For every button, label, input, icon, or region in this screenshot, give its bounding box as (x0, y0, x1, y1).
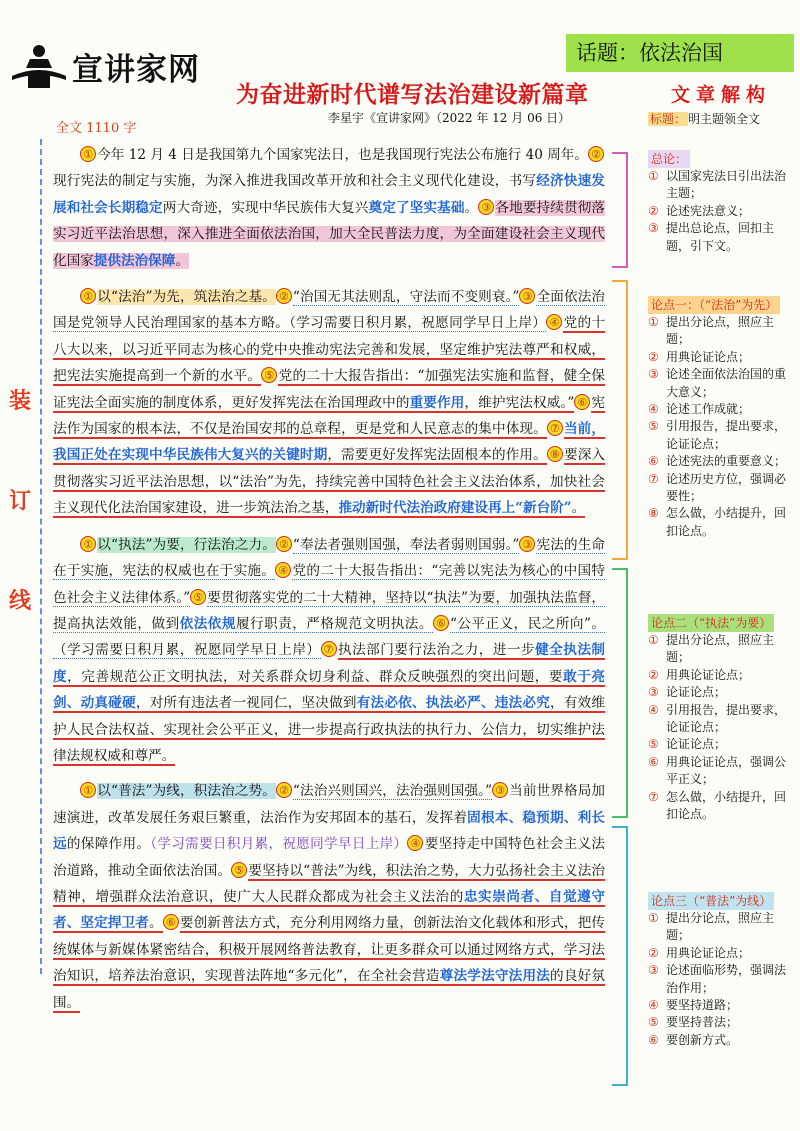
sidebar-item-number: ③ (648, 685, 659, 700)
sidebar-item-number: ⑦ (648, 789, 659, 804)
text-segment: 要深入贯彻落实习近平法治思想，以“法治”为先，持续完善中国特色社会主义法治体系，加快社会主义现代化法治国家建设，进一步筑法治之基， (53, 447, 606, 517)
text-segment: 要创新普法方式，充分利用网络力量，创新法治文化载体和形式，把传统媒体与新媒体紧密结合，积极开展网络普法教育，让更多群众可以通过网络方式，学习法治知识，培养法治意识，实现普法阵地“多元化”，在全社会营造 (53, 915, 606, 985)
text-segment: 有法必依、执法必严、违法必究 (356, 695, 551, 712)
text-segment: 尊法学法守法用法 (439, 968, 551, 985)
sidebar-item-number: ⑥ (648, 454, 659, 469)
text-segment: 党的二十大报告指出：“加强宪法实施和监督，健全保证宪法全面实施的制度体系，更好发挥宪法在治国理政中的 (53, 368, 605, 411)
sentence-number: ② (276, 536, 292, 552)
text-segment: 现行宪法的制定与实施，为深入推进我国改革开放和社会主义现代化建设，书写 (53, 173, 537, 190)
sentence-number: ① (80, 536, 96, 552)
sidebar-item-text: 用典论证论点； (666, 667, 751, 682)
text-segment: 提供法治保障 (93, 252, 176, 269)
sidebar-item (648, 366, 794, 401)
section-bracket-point3 (612, 826, 628, 1086)
text-segment: 奠定了坚实基础 (368, 199, 465, 216)
sidebar-item-text: 用典论证论点，强调公平正义； (666, 754, 787, 787)
sidebar-section-intro (648, 150, 794, 255)
sentence-number: ① (80, 288, 96, 304)
text-segment: ，有效维护人民合法权益、实现社会公平正义，进一步提高行政执法的执行力、公信力，切实维护法律法规权威和尊严。 (53, 695, 606, 764)
sidebar-item (648, 684, 794, 701)
sentence-number: ⑥ (433, 615, 449, 631)
paragraph-point-one (53, 284, 605, 522)
sidebar-item-number: ④ (648, 402, 659, 417)
sidebar-item-number: ④ (648, 702, 659, 717)
text-segment: 宪法的生命在于实施，宪法的权威也在于实施。 (53, 536, 605, 580)
sidebar-item-text: 提出分论点，照应主题； (666, 911, 775, 943)
paragraph-point-three (53, 778, 605, 1016)
sidebar-item-text: 要创新方式。 (666, 1032, 739, 1047)
sentence-number: ③ (519, 536, 535, 552)
title-tag: 标题： (650, 112, 687, 126)
sidebar-section-label: 论点三（“普法”为线） (648, 892, 774, 910)
text-segment: 今年 12 月 4 日是我国第九个国家宪法日，也是我国现行宪法公布施行 40 周年。 (97, 147, 588, 163)
text-segment: 宪法作为国家的根本法，不仅是治国安邦的总章程，更是党和人民意志的集中体现。 (53, 394, 606, 438)
sidebar-item-text: 论述全面依法治国的重大意义； (666, 367, 787, 399)
sentence-number: ⑤ (231, 862, 247, 878)
text-segment: 各地要持续贯彻落实习近平法治思想，深入推进全面依法治国，加大全民普法力度，为全面建设社会主义现代化国家 (53, 199, 606, 269)
text-segment: 以“法治”为先，筑法治之基。 (97, 289, 276, 306)
topic-badge: 话题：依法治国 (566, 34, 794, 72)
text-segment: 。 (464, 199, 479, 216)
text-segment: 两大奇迹，实现中华民族伟大复兴 (162, 199, 369, 216)
text-segment: 推动新时代法治政府建设再上“新台阶” (338, 500, 572, 517)
binding-cut-line (40, 139, 42, 974)
sidebar-item-text: 提出总论点，回扣主题，引下文。 (666, 221, 775, 253)
text-segment: 。 (175, 252, 189, 269)
text-segment: 。 (571, 500, 586, 517)
sentence-number: ④ (546, 314, 562, 330)
sidebar-section-point2 (648, 614, 794, 823)
sidebar-item-text: 要坚持普法； (666, 1015, 739, 1030)
section-bracket-intro (612, 152, 628, 268)
site-logo (8, 40, 208, 92)
sidebar-item (648, 1014, 794, 1031)
text-segment: “奉法者强则国强，奉法者弱则国弱。” (292, 536, 520, 553)
article-body (53, 142, 605, 1022)
text-segment: ，维护宪法权威。” (464, 394, 575, 411)
text-segment: 当前，我国正处在实现中华民族伟大复兴的关键时期 (53, 421, 605, 464)
text-segment: 要坚持以“普法”为线，积法治之势，大力弘扬社会主义法治精神，增强群众法治意识，使广大人民群众都成为社会主义法治的 (53, 862, 606, 905)
sidebar-item-number: ① (648, 315, 659, 329)
sidebar-item-number: ② (648, 349, 659, 364)
sentence-number: ⑦ (321, 641, 337, 657)
text-segment: 以“执法”为要，行法治之力。 (97, 536, 276, 553)
sidebar-item-number: ① (648, 169, 659, 183)
sidebar-item (648, 667, 794, 684)
sidebar-item-text: 论述宪法意义； (666, 203, 751, 218)
text-segment: 要坚持走中国特色社会主义法治道路，推动全面依法治国。 (53, 836, 606, 879)
sidebar-item-number: ⑤ (648, 737, 659, 752)
article-byline: 李星宇《宣讲家网》（2022 年 12 月 06 日） (328, 111, 571, 125)
text-segment: 要贯彻落实党的二十大精神，坚持以“执法”为要，加强执法监督，提高执法效能，做到 (53, 589, 605, 632)
text-segment: 重要作用 (409, 394, 465, 411)
sidebar-item (648, 401, 794, 418)
sidebar-section-label: 总论： (648, 150, 690, 168)
sidebar-item-number: ② (648, 203, 659, 218)
sidebar-item-number: ⑤ (648, 419, 659, 434)
paragraph-intro (53, 142, 605, 274)
sidebar-item-text: 怎么做，小结提升，回扣论点。 (666, 789, 787, 822)
sidebar-item (648, 168, 794, 203)
title-note-text: 明主题领全文 (688, 112, 761, 126)
sidebar-item-text: 以国家宪法日引出法治主题； (666, 169, 787, 201)
sidebar-item (648, 702, 794, 737)
sidebar-section-point1 (648, 296, 794, 540)
sidebar-item (648, 789, 794, 824)
text-segment: 忠实崇尚者、自觉遵守者、坚定捍卫者 (53, 888, 606, 932)
sentence-number: ② (276, 782, 292, 798)
sidebar-item-number: ⑧ (648, 506, 659, 521)
text-segment: 当前世界格局加速演进，改革发展任务艰巨繁重，法治作为安邦固本的基石，发挥着 (53, 783, 605, 826)
text-segment: ，对所有违法者一视同仁，坚决做到 (135, 695, 357, 712)
text-segment: 执法部门要行法治之力，进一步 (337, 642, 536, 659)
sentence-number: ① (80, 146, 96, 162)
binding-char-2: 订 (8, 489, 31, 514)
sidebar-item-text: 论证论点； (666, 737, 727, 752)
sidebar-item-number: ⑤ (648, 1015, 659, 1030)
sentence-number: ⑤ (261, 367, 277, 383)
sentence-number: ④ (407, 835, 423, 851)
sidebar-item-number: ⑦ (648, 471, 659, 486)
text-segment: 党的十八大以来，以习近平同志为核心的党中央推动宪法完善和发展，坚定维护宪法尊严和权威，把宪法实施提高到一个新的水平。 (53, 315, 606, 385)
sidebar-item (648, 736, 794, 753)
sidebar-item (648, 203, 794, 220)
sidebar-item-text: 提出分论点，照应主题； (666, 633, 775, 665)
sentence-number: ③ (519, 288, 535, 304)
text-segment: “治国无其法则乱，守法而不变则衰。” (292, 289, 520, 306)
sidebar-item-number: ③ (648, 221, 659, 236)
sidebar-section-label: 论点一：（“法治”为先） (648, 296, 780, 314)
sidebar-item (648, 997, 794, 1014)
sidebar-item (648, 505, 794, 540)
sidebar-item-text: 论述工作成就； (666, 402, 751, 417)
sidebar-item-number: ② (648, 945, 659, 960)
text-segment: 以“普法”为线，积法治之势。 (97, 783, 276, 800)
sidebar-item (648, 314, 794, 349)
section-bracket-point2 (612, 568, 628, 818)
sidebar-title-note (648, 110, 794, 128)
sidebar-item (648, 349, 794, 366)
sidebar-item (648, 220, 794, 255)
sentence-number: ② (276, 288, 292, 304)
text-segment: “法治兴则国兴，法治强则国强。” (292, 783, 493, 800)
text-segment: “公平正义，民之所向”。（学习需要日积月累，祝愿同学早日上岸） (53, 615, 606, 659)
text-segment: 敢于亮剑、动真碰硬 (53, 668, 606, 712)
paragraph-point-two (53, 532, 605, 770)
sidebar-item-text: 用典论证论点； (666, 945, 751, 960)
sentence-number: ⑥ (163, 914, 179, 930)
sidebar-item-number: ④ (648, 998, 659, 1013)
sentence-number: ① (80, 782, 96, 798)
sidebar-item-number: ① (648, 911, 659, 925)
sentence-number: ④ (275, 562, 291, 578)
sidebar-item (648, 453, 794, 470)
sidebar-section-point3 (648, 892, 794, 1049)
text-segment: ，完善规范公正文明执法，对关系群众切身利益、群众反映强烈的突出问题，要 (67, 668, 564, 685)
word-count: 全文 1110 字 (56, 121, 137, 136)
podium-speaker-icon (8, 42, 70, 90)
sidebar-item-text: 要坚持道路； (666, 998, 739, 1013)
sidebar-item (648, 632, 794, 667)
text-segment: 全面依法治国是党领导人民治理国家的基本方略。（学习需要日积月累，祝愿同学早日上岸） (53, 289, 605, 332)
brand-name: 宣讲家网 (72, 51, 200, 88)
sidebar-item-text: 提出分论点，照应主题； (666, 315, 775, 347)
sentence-number: ⑥ (574, 394, 590, 410)
sentence-number: ③ (478, 199, 494, 215)
text-segment: ，需要更好发挥宪法固根本的作用。 (327, 447, 547, 464)
sidebar-item-number: ⑥ (648, 754, 659, 769)
text-segment: 经济快速发展和社会长期稳定 (53, 173, 606, 216)
article-title: 为奋进新时代谱写法治建设新篇章 (236, 82, 589, 108)
sidebar-item-text: 怎么做，小结提升，回扣论点。 (666, 506, 787, 538)
text-segment: 。 (149, 915, 163, 932)
sidebar-item-number: ③ (648, 367, 659, 382)
sidebar-item-number: ⑥ (648, 1032, 659, 1047)
sentence-number: ⑦ (547, 420, 563, 436)
text-segment: 履行职责，严格规范文明执法。 (235, 615, 433, 632)
sidebar-item-text: 论述面临形势，强调法治作用； (666, 963, 787, 995)
structure-sidebar (648, 84, 794, 1047)
sentence-number: ③ (492, 782, 508, 798)
text-segment: 依法依规 (179, 615, 236, 632)
sidebar-item-text: 引用报告，提出要求，论证论点； (666, 419, 787, 451)
sidebar-item-text: 论述宪法的重要意义； (666, 454, 787, 469)
sidebar-item-text: 论证论点； (666, 685, 727, 700)
sidebar-item-number: ① (648, 633, 659, 647)
sidebar-item (648, 910, 794, 945)
text-segment: 固根本、稳预期、利长远 (53, 809, 605, 853)
text-segment: 的保障作用。 (66, 836, 151, 853)
sidebar-section-label: 论点二（“执法”为要） (648, 614, 774, 632)
sidebar-item (648, 962, 794, 997)
text-segment: 的良好氛围。 (53, 968, 606, 1011)
sentence-number: ② (588, 146, 604, 162)
sidebar-item-text: 引用报告，提出要求，论证论点； (666, 702, 787, 735)
sidebar-item (648, 945, 794, 962)
sidebar-item (648, 1032, 794, 1049)
sidebar-item (648, 471, 794, 506)
section-bracket-point1 (612, 280, 628, 560)
sidebar-item (648, 418, 794, 453)
sentence-number: ⑤ (190, 589, 206, 605)
text-segment: 党的二十大报告指出：“完善以宪法为核心的中国特色社会主义法律体系。” (53, 563, 606, 606)
sidebar-item-text: 用典论证论点； (666, 349, 751, 364)
text-segment: 健全执法制度 (53, 642, 606, 685)
binding-char-3: 线 (8, 589, 31, 614)
sidebar-item-number: ② (648, 667, 659, 682)
sidebar-item-text: 论述历史方位，强调必要性； (666, 471, 787, 504)
sidebar-item-number: ③ (648, 963, 659, 978)
sidebar-heading: 文章解构 (670, 84, 771, 106)
sidebar-item (648, 754, 794, 789)
sentence-number: ⑧ (547, 446, 563, 462)
binding-char-1: 装 (8, 389, 31, 414)
text-segment: （学习需要日积月累，祝愿同学早日上岸） (150, 836, 408, 853)
